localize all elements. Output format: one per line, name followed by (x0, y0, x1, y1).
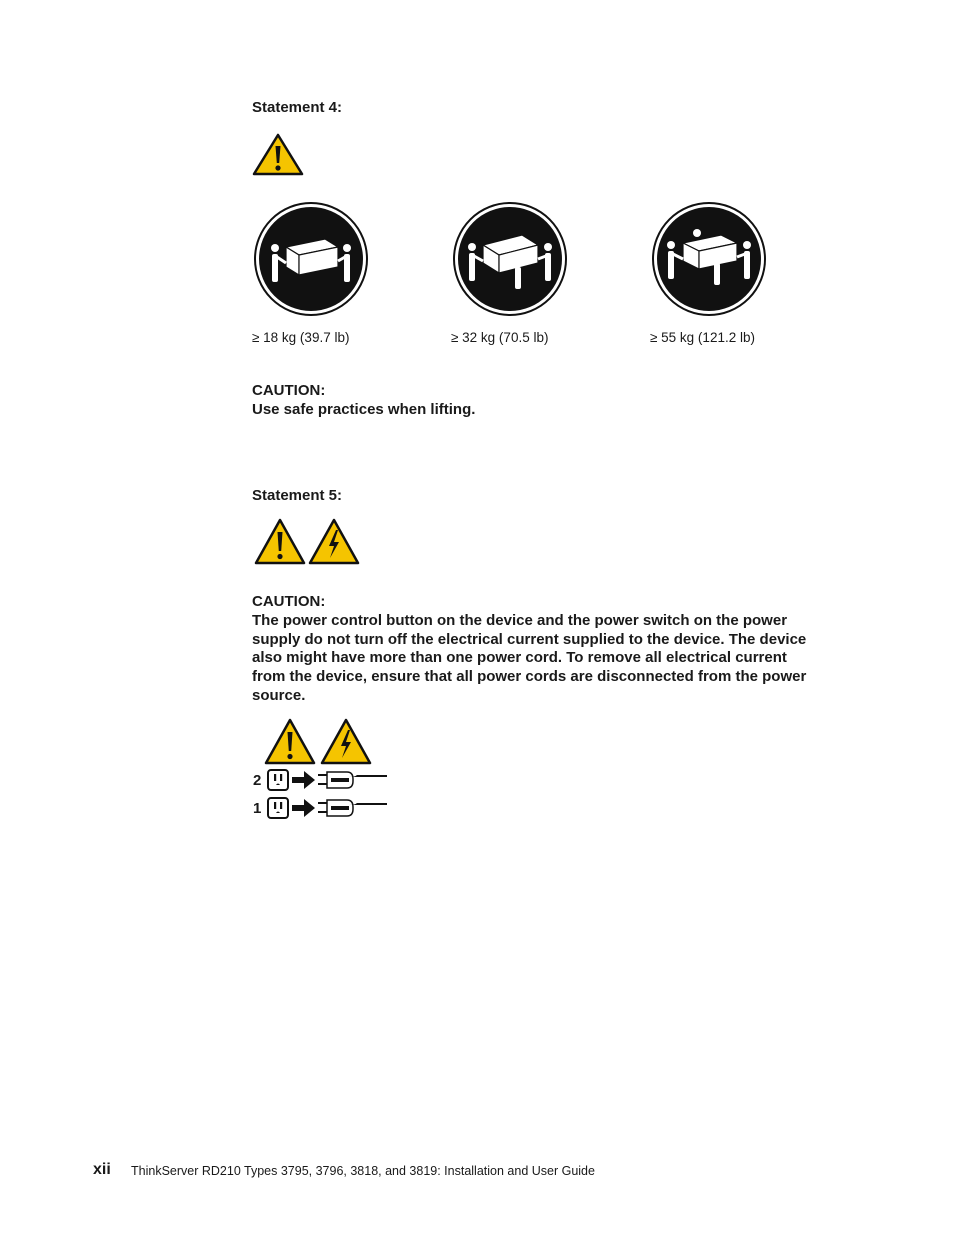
electrical-hazard-icon (320, 718, 372, 765)
cord-number-1: 1 (253, 800, 262, 817)
weight-label-18kg: ≥ 18 kg (39.7 lb) (252, 330, 350, 345)
three-person-lift-icon (452, 201, 568, 317)
page-number: xii (93, 1161, 111, 1178)
caution-line: The power control button on the device and the power switch on the power (252, 612, 788, 629)
caution-line: supply do not turn off the electrical current supplied to the device. The device (252, 630, 807, 648)
caution-label: CAUTION: (252, 593, 326, 610)
power-cord-disconnect-icon (267, 768, 389, 792)
weight-label-32kg: ≥ 32 kg (70.5 lb) (451, 330, 549, 345)
caution-line: from the device, ensure that all power cords are disconnected from the power (252, 668, 807, 686)
statement-4-heading: Statement 4: (252, 99, 343, 116)
electrical-hazard-icon (308, 518, 360, 565)
four-person-lift-icon (651, 201, 767, 317)
warning-triangle-icon (254, 518, 306, 565)
caution-label: CAUTION: (252, 382, 326, 399)
warning-triangle-icon (252, 133, 304, 176)
footer-title: ThinkServer RD210 Types 3795, 3796, 3818, and 3819: Installation and User Guide (131, 1164, 595, 1178)
cord-number-2: 2 (253, 772, 262, 789)
caution-line: source. (252, 686, 306, 704)
caution-text: Use safe practices when lifting. (252, 401, 476, 418)
caution-line: also might have more than one power cord. To remove all electrical current (252, 649, 787, 667)
power-cord-disconnect-icon (267, 796, 389, 820)
two-person-lift-icon (253, 201, 369, 317)
warning-triangle-icon (264, 718, 316, 765)
weight-label-55kg: ≥ 55 kg (121.2 lb) (650, 330, 755, 345)
statement-5-heading: Statement 5: (252, 487, 343, 504)
